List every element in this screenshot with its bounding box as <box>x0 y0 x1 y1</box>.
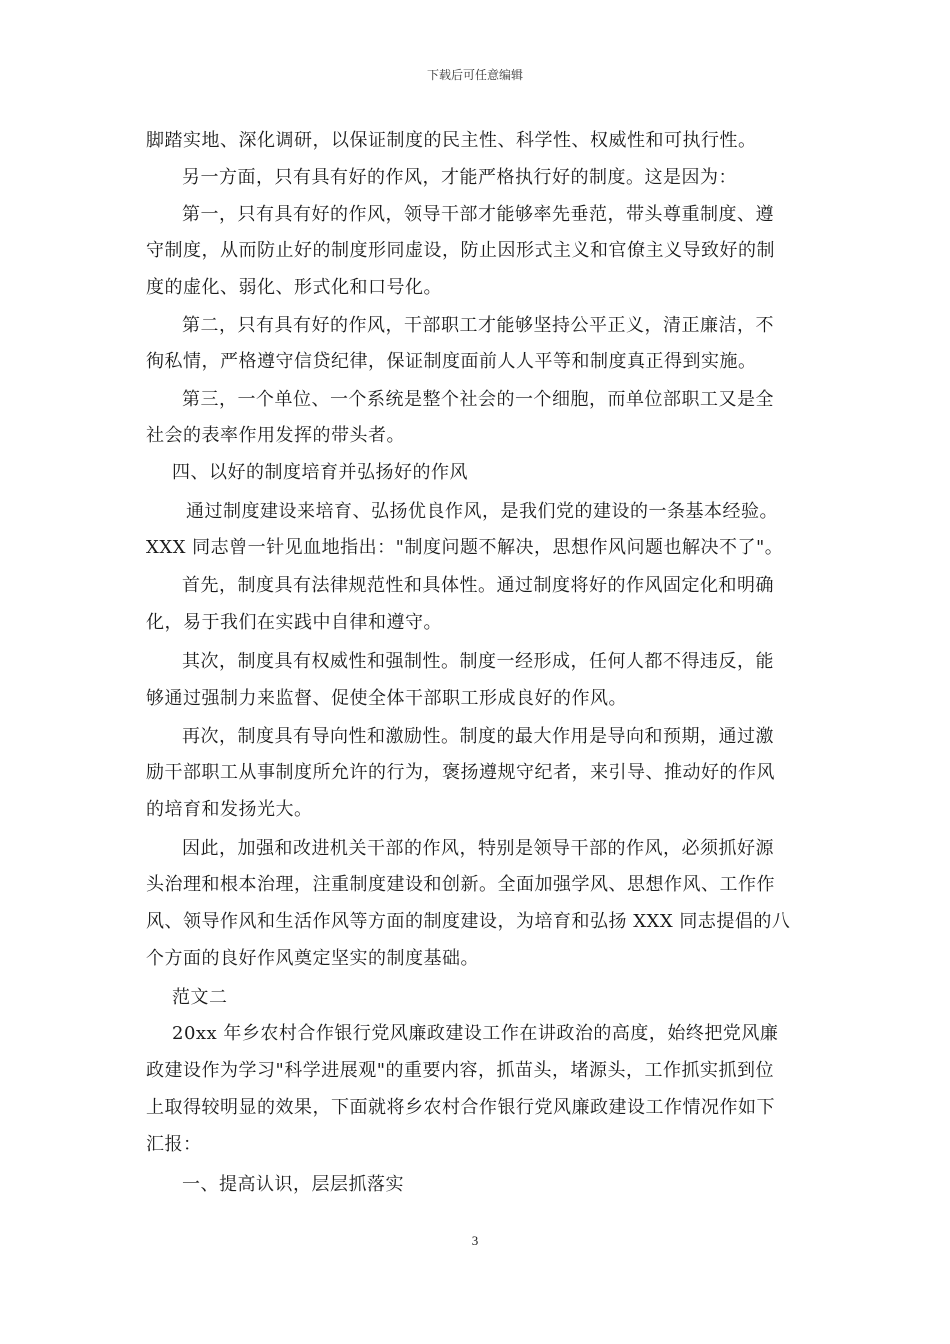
paragraph-line: 因此，加强和改进机关干部的作风，特别是领导干部的作风，必须抓好源 <box>182 838 774 859</box>
paragraph-line: 政建设作为学习"科学进展观"的重要内容，抓苗头，堵源头，工作抓实抓到位 <box>146 1060 775 1081</box>
paragraph-line: 励干部职工从事制度所允许的行为，褒扬遵规守纪者，来引导、推动好的作风 <box>146 762 775 783</box>
paragraph-line: 社会的表率作用发挥的带头者。 <box>146 425 405 446</box>
paragraph-line: 范文二 <box>172 987 228 1008</box>
paragraph-line: 四、以好的制度培育并弘扬好的作风 <box>172 462 468 483</box>
paragraph-line: 化，易于我们在实践中自律和遵守。 <box>146 612 442 633</box>
paragraph-line: 够通过强制力来监督、促使全体干部职工形成良好的作风。 <box>146 688 627 709</box>
paragraph-line: 上取得较明显的效果，下面就将乡农村合作银行党风廉政建设工作情况作如下 <box>146 1097 775 1118</box>
paragraph-line: 风、领导作风和生活作风等方面的制度建设，为培育和弘扬 XXX 同志提倡的八 <box>146 911 791 932</box>
paragraph-line: XXX 同志曾一针见血地指出："制度问题不解决，思想作风问题也解决不了"。 <box>146 537 784 558</box>
paragraph-line: 首先，制度具有法律规范性和具体性。通过制度将好的作风固定化和明确 <box>182 575 774 596</box>
page-number: 3 <box>471 1233 479 1248</box>
paragraph-line: 徇私情，严格遵守信贷纪律，保证制度面前人人平等和制度真正得到实施。 <box>146 351 757 372</box>
page-header: 下载后可任意编辑 <box>426 68 523 82</box>
paragraph-line: 20xx 年乡农村合作银行党风廉政建设工作在讲政治的高度，始终把党风廉 <box>172 1023 779 1044</box>
paragraph-line: 另一方面，只有具有好的作风，才能严格执行好的制度。这是因为： <box>182 167 737 188</box>
paragraph-line: 第三，一个单位、一个系统是整个社会的一个细胞，而单位部职工又是全 <box>182 389 774 410</box>
paragraph-line: 一、提高认识，层层抓落实 <box>182 1174 404 1195</box>
paragraph-line: 通过制度建设来培育、弘扬优良作风，是我们党的建设的一条基本经验。 <box>186 501 778 522</box>
paragraph-line: 其次，制度具有权威性和强制性。制度一经形成，任何人都不得违反，能 <box>182 651 774 672</box>
paragraph-line: 度的虚化、弱化、形式化和口号化。 <box>146 277 442 298</box>
paragraph-line: 守制度，从而防止好的制度形同虚设，防止因形式主义和官僚主义导致好的制 <box>146 240 775 261</box>
paragraph-line: 第二，只有具有好的作风，干部职工才能够坚持公平正义，清正廉洁，不 <box>182 315 774 336</box>
paragraph-line: 再次，制度具有导向性和激励性。制度的最大作用是导向和预期，通过激 <box>182 726 774 747</box>
paragraph-line: 个方面的良好作风奠定坚实的制度基础。 <box>146 948 479 969</box>
paragraph-line: 头治理和根本治理，注重制度建设和创新。全面加强学风、思想作风、工作作 <box>146 874 775 895</box>
paragraph-line: 汇报： <box>146 1134 202 1155</box>
paragraph-line: 脚踏实地、深化调研，以保证制度的民主性、科学性、权威性和可执行性。 <box>146 130 757 151</box>
paragraph-line: 第一，只有具有好的作风，领导干部才能够率先垂范，带头尊重制度、遵 <box>182 204 774 225</box>
paragraph-line: 的培育和发扬光大。 <box>146 799 313 820</box>
